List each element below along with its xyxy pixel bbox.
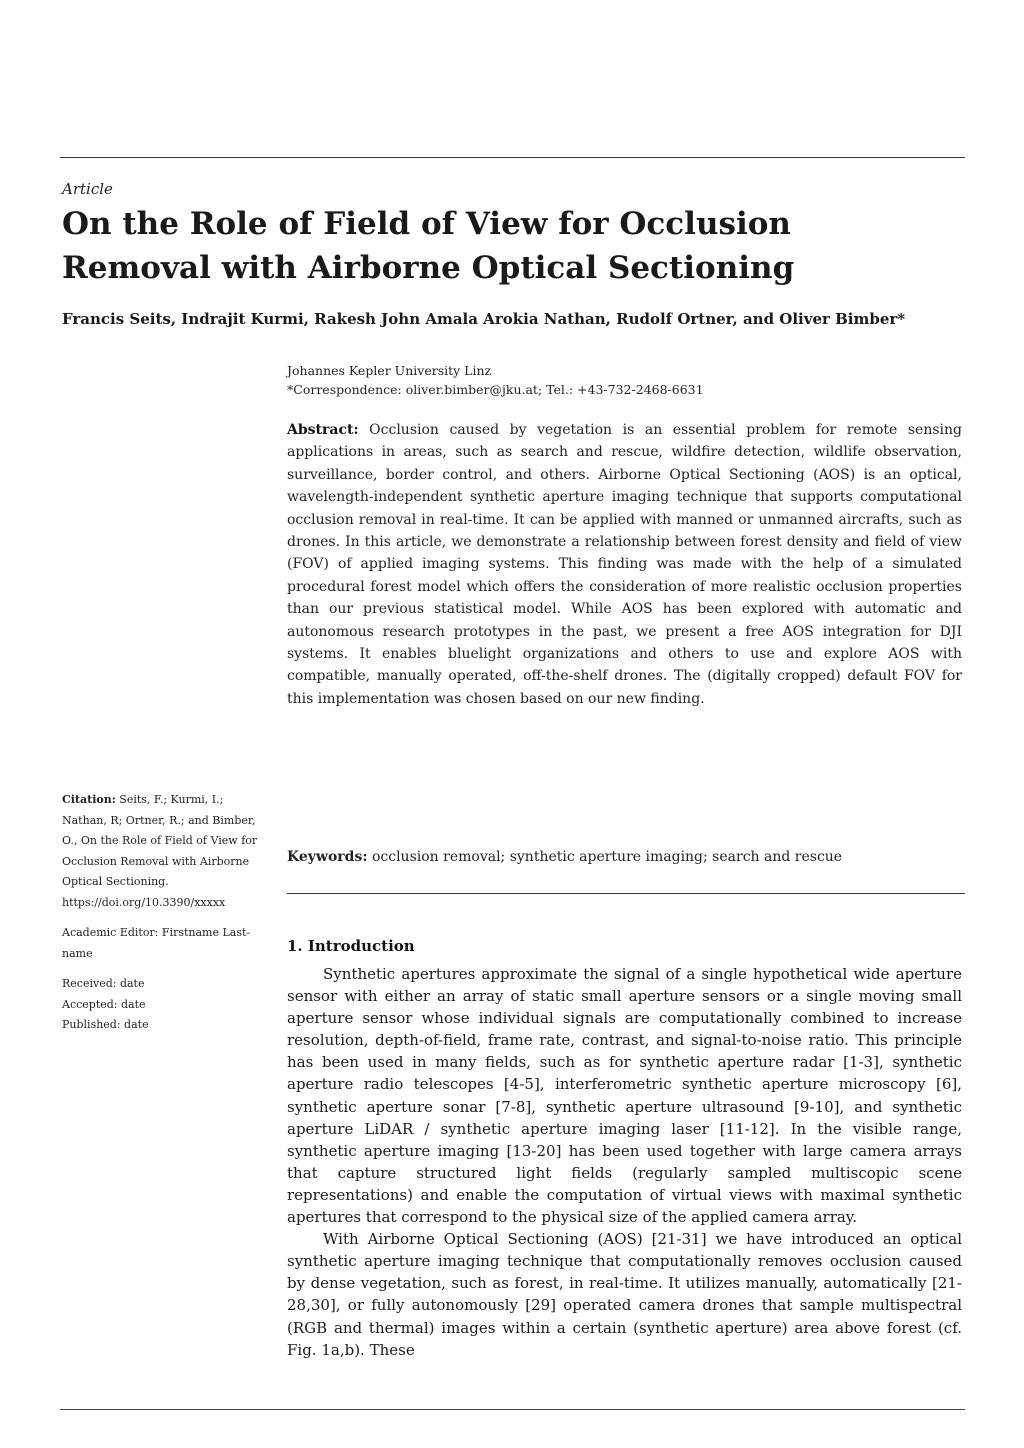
affiliation: Johannes Kepler University Linz	[287, 363, 492, 378]
footer-rule	[60, 1409, 965, 1410]
publication-sidebar	[62, 790, 262, 1036]
published-date: Published: date	[62, 1018, 149, 1031]
article-type-label: Article	[62, 180, 113, 198]
citation-text: Seits, F.; Kurmi, I.; Nathan, R; Ortner, R.; and Bimber, O., On the Role of Field of View for Occlusion Removal with Airborne Optical Sectioning. https://doi.org/10.3390/xxxxx	[62, 793, 258, 909]
academic-editor: Academic Editor: Firstname Last-name	[62, 926, 251, 960]
abstract	[287, 419, 962, 710]
correspondence: *Correspondence: oliver.bimber@jku.at; Tel.: +43-732-2468-6631	[287, 382, 704, 397]
section-heading-introduction: 1. Introduction	[287, 937, 415, 955]
citation-label: Citation:	[62, 793, 116, 806]
accepted-date: Accepted: date	[62, 997, 146, 1011]
keywords-text: occlusion removal; synthetic aperture imaging; search and rescue	[371, 849, 843, 865]
introduction-body	[287, 963, 962, 1361]
keywords-rule	[287, 893, 965, 894]
intro-paragraph: With Airborne Optical Sectioning (AOS) [21-31] we have introduced an optical synthetic aperture imaging technique that computationally removes occlusion caused by dense vegetation, such as forest, in real-time. It utilizes manually, automatically [21-28,30], or fully autonomously [29] operated camera drones that sample multispectral (RGB and thermal) images within a certain (synthetic aperture) area above forest (cf. Fig. 1a,b). These	[287, 1230, 962, 1359]
citation	[62, 790, 262, 913]
keywords	[287, 849, 842, 865]
abstract-label: Abstract:	[287, 422, 359, 438]
received-date: Received: date	[62, 977, 145, 990]
affiliation-block	[287, 361, 704, 399]
author-list: Francis Seits, Indrajit Kurmi, Rakesh John Amala Arokia Nathan, Rudolf Ortner, and Oliver Bimber*	[62, 310, 906, 328]
header-rule	[60, 157, 965, 158]
abstract-text: Occlusion caused by vegetation is an essential problem for remote sensing applications in areas, such as search and rescue, wildfire detection, wildlife observation, surveillance, border control, and others. Airborne Optical Sectioning (AOS) is an optical, wavelength-independent synthetic aperture imaging technique that supports computational occlusion removal in real-time. It can be applied with manned or unmanned aircrafts, such as drones. In this article, we demonstrate a relationship between forest density and field of view (FOV) of applied imaging systems. This finding was made with the help of a simulated procedural forest model which offers the consideration of more realistic occlusion properties than our previous statistical model. While AOS has been explored with automatic and autonomous research prototypes in the past, we present a free AOS integration for DJI systems. It enables bluelight organizations and others to use and explore AOS with compatible, manually operated, off-the-shelf drones. The (digitally cropped) default FOV for this implementation was chosen based on our new finding.	[287, 422, 962, 707]
intro-paragraph: Synthetic apertures approximate the signal of a single hypothetical wide aperture sensor with either an array of static small aperture sensors or a single moving small aperture sensor whose individual signals are computationally combined to increase resolution, depth-of-field, frame rate, contrast, and signal-to-noise ratio. This principle has been used in many fields, such as for synthetic aperture radar [1-3], synthetic aperture radio telescopes [4-5], interferometric synthetic aperture microscopy [6], synthetic aperture sonar [7-8], synthetic aperture ultrasound [9-10], and synthetic aperture LiDAR / synthetic aperture imaging laser [11-12]. In the visible range, synthetic aperture imaging [13-20] has been used together with large camera arrays that capture structured light fields (regularly sampled multiscopic scene representations) and enable the computation of virtual views with maximal synthetic apertures that correspond to the physical size of the applied camera array.	[287, 965, 962, 1227]
paper-title: On the Role of Field of View for Occlusion Removal with Airborne Optical Sectioning	[62, 206, 795, 286]
keywords-label: Keywords:	[287, 849, 368, 865]
